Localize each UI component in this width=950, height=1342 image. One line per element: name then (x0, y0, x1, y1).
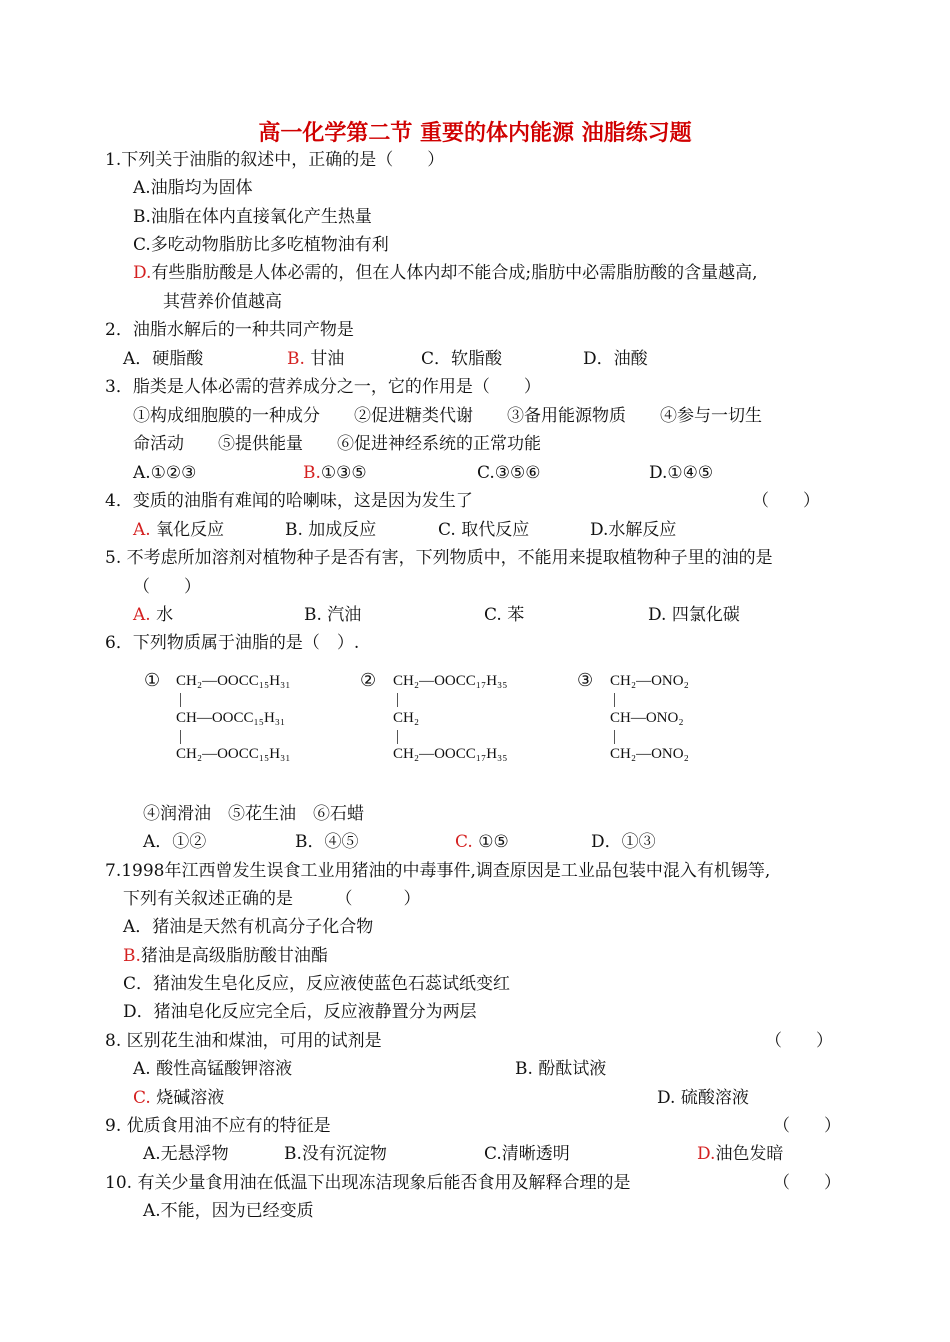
q7-stem: 7.1998年江西曾发生误食工业用猪油的中毒事件,调查原因是工业品包装中混入有机锡等, (105, 861, 771, 881)
q5-answer-letter: A. (133, 605, 151, 625)
structure-3-row3: CH₂—ONO₂ (610, 746, 689, 762)
q9-answer-paren: （ ） (773, 1116, 841, 1136)
q10-stem: 10. 有关少量食用油在低温下出现冻洁现象后能否食用及解释合理的是 (105, 1173, 631, 1193)
structure-2-row1: CH₂—OOCC₁₇H₃₅ (393, 673, 508, 689)
q8-option-a: A. 酸性高锰酸钾溶液 (133, 1059, 293, 1079)
q2-option-b-text: 甘油 (310, 349, 345, 369)
q4-option-c: C. 取代反应 (438, 520, 530, 540)
q6-more-items: ④润滑油 ⑤花生油 ⑥石蜡 (143, 804, 364, 824)
q5-stem: 5. 不考虑所加溶剂对植物种子是否有害，下列物质中，不能用来提取植物种子里的油的是 (105, 548, 773, 568)
q9-option-d-text: 油色发暗 (715, 1144, 784, 1164)
q10-answer-paren: （ ） (773, 1173, 841, 1193)
structure-1-bond1 (180, 693, 181, 707)
structure-1-row1: CH₂—OOCC₁₅H₃₁ (176, 673, 291, 689)
structure-1-row3: CH₂—OOCC₁₅H₃₁ (176, 746, 291, 762)
q8-option-c (133, 1087, 224, 1109)
q4-option-a-text: 氧化反应 (156, 520, 225, 540)
structure-1-number: ① (144, 670, 161, 691)
q9-option-b: B.没有沉淀物 (284, 1144, 387, 1164)
q7-stem-cont: 下列有关叙述正确的是 （ ） (123, 889, 421, 909)
q9-option-d (697, 1143, 783, 1165)
q7-option-b-text: 猪油是高级脂肪酸甘油酯 (140, 946, 328, 966)
q3-options-line2: 命活动 ⑤提供能量 ⑥促进神经系统的正常功能 (133, 434, 541, 454)
q4-option-b: B. 加成反应 (285, 520, 377, 540)
q6-answer-letter: C. (455, 832, 473, 852)
structure-1-bond2 (180, 730, 181, 744)
q6-option-b: B．④⑤ (295, 832, 359, 852)
q8-answer-letter: C. (133, 1088, 151, 1108)
structure-1-row2: CH—OOCC₁₅H₃₁ (176, 710, 286, 726)
q1-option-a: A.油脂均为固体 (133, 178, 253, 198)
q3-option-b-text: ①③⑤ (320, 463, 367, 483)
structure-3-bond1 (614, 693, 615, 707)
q4-option-d: D.水解反应 (590, 520, 677, 540)
q8-option-d: D. 硫酸溶液 (657, 1088, 749, 1108)
q3-option-c: C.③⑤⑥ (477, 463, 541, 483)
structure-2-bond1 (397, 693, 398, 707)
q9-option-c: C.清晰透明 (484, 1144, 570, 1164)
q5-option-c: C. 苯 (484, 605, 525, 625)
q7-answer-letter: B. (123, 946, 141, 966)
q4-option-a (133, 519, 224, 541)
q5-option-b: B. 汽油 (304, 605, 362, 625)
q6-option-c (455, 831, 509, 853)
structure-3-row2: CH—ONO₂ (610, 710, 684, 726)
structure-2-row3: CH₂—OOCC₁₇H₃₅ (393, 746, 508, 762)
structure-3-number: ③ (577, 670, 594, 691)
q8-answer-paren: （ ） (765, 1031, 833, 1051)
q2-option-b (287, 348, 344, 370)
q3-answer-letter: B. (303, 463, 321, 483)
q9-answer-letter: D. (697, 1144, 716, 1164)
q3-stem: 3．脂类是人体必需的营养成分之一，它的作用是（ ） (105, 377, 541, 397)
q8-option-b: B. 酚酞试液 (515, 1059, 607, 1079)
q7-option-a: A．猪油是天然有机高分子化合物 (123, 917, 374, 937)
q8-stem: 8. 区别花生油和煤油，可用的试剂是 (105, 1031, 382, 1051)
q7-option-c: C．猪油发生皂化反应，反应液使蓝色石蕊试纸变红 (123, 974, 511, 994)
q2-stem: 2．油脂水解后的一种共同产物是 (105, 320, 354, 340)
page-title: 高一化学第二节 重要的体内能源 油脂练习题 (258, 121, 692, 146)
q4-answer-letter: A. (133, 520, 151, 540)
q6-option-a: A．①② (143, 832, 207, 852)
q4-answer-paren: （ ） (752, 491, 820, 511)
q1-option-d (133, 262, 758, 284)
q9-option-a: A.无悬浮物 (143, 1144, 229, 1164)
q7-option-d: D．猪油皂化反应完全后，反应液静置分为两层 (123, 1002, 477, 1022)
q8-option-c-text: 烧碱溶液 (156, 1088, 225, 1108)
structure-2-bond2 (397, 730, 398, 744)
q1-option-d-text: 有些脂肪酸是人体必需的，但在人体内却不能合成;脂肪中必需脂肪酸的含量越高, (151, 263, 758, 283)
q3-option-a: A.①②③ (133, 463, 197, 483)
q1-option-c: C.多吃动物脂肪比多吃植物油有利 (133, 235, 389, 255)
q5-answer-paren: （ ） (133, 577, 201, 597)
q1-answer-letter: D. (133, 263, 152, 283)
q1-option-b: B.油脂在体内直接氧化产生热量 (133, 207, 372, 227)
structure-3-bond2 (614, 730, 615, 744)
q5-option-a (133, 604, 173, 626)
q7-option-b (123, 945, 328, 967)
q6-option-c-text: ①⑤ (478, 832, 509, 852)
q9-stem: 9. 优质食用油不应有的特征是 (105, 1116, 331, 1136)
q3-options-line1: ①构成细胞膜的一种成分 ②促进糖类代谢 ③备用能源物质 ④参与一切生 (133, 406, 762, 426)
q6-option-d: D．①③ (591, 832, 656, 852)
q3-option-d: D.①④⑤ (649, 463, 714, 483)
structure-3-row1: CH₂—ONO₂ (610, 673, 689, 689)
q6-stem: 6．下列物质属于油脂的是（ ）. (105, 633, 360, 653)
q5-option-a-text: 水 (156, 605, 174, 625)
q1-stem: 1.下列关于油脂的叙述中，正确的是（ ） (105, 150, 445, 170)
q2-option-a: A．硬脂酸 (123, 349, 204, 369)
q5-option-d: D. 四氯化碳 (648, 605, 740, 625)
q3-option-b (303, 462, 367, 484)
q2-option-c: C．软脂酸 (421, 349, 503, 369)
q2-option-d: D．油酸 (583, 349, 648, 369)
q4-stem: 4．变质的油脂有难闻的哈喇味，这是因为发生了 (105, 491, 473, 511)
structure-2-row2: CH₂ (393, 710, 420, 726)
q10-option-a: A.不能，因为已经变质 (143, 1201, 314, 1221)
structure-2-number: ② (360, 670, 377, 691)
q1-option-d-cont: 其营养价值越高 (163, 292, 282, 312)
q2-answer-letter: B. (287, 349, 305, 369)
